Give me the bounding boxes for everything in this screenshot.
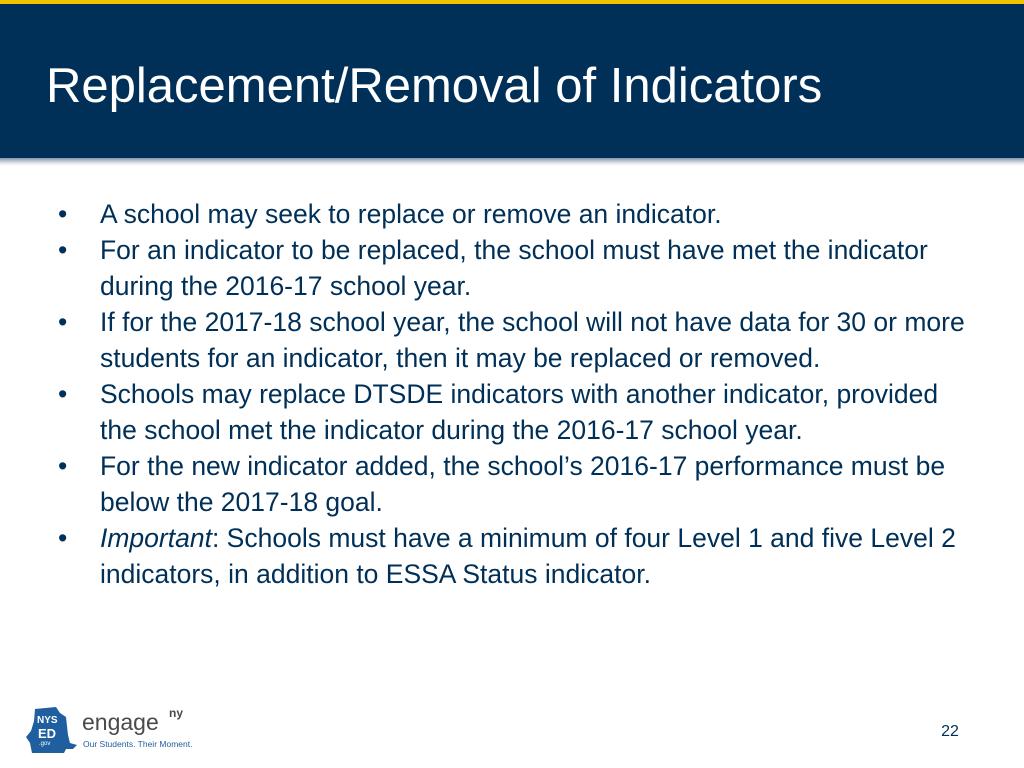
bullet-item xyxy=(58,376,978,448)
page-number: 22 xyxy=(941,723,959,740)
engage-ny-logo xyxy=(26,707,196,755)
bullet-marker: • xyxy=(58,523,68,553)
bullet-text: Schools may replace DTSDE indicators with another indicator, provided the school met the indicator during the 2016-17 school year. xyxy=(100,379,939,445)
bullet-item xyxy=(58,304,978,376)
bullet-emphasis: Important xyxy=(100,523,212,553)
bullet-marker: • xyxy=(58,451,68,481)
logo-ny-text: ny xyxy=(169,706,184,720)
title-bar xyxy=(0,4,1024,158)
bullet-marker: • xyxy=(58,379,68,409)
logo-gov-text: .gov xyxy=(39,741,51,747)
bullet-item xyxy=(58,448,978,520)
slide-title: Replacement/Removal of Indicators xyxy=(46,59,823,113)
logo-tagline: Our Students. Their Moment. xyxy=(83,739,193,749)
logo-nys-text: NYS xyxy=(37,715,58,726)
bullet-text: A school may seek to replace or remove an indicator. xyxy=(100,199,722,229)
bullet-text: If for the 2017-18 school year, the school will not have data for 30 or more students for an indicator, then it may be replaced or removed. xyxy=(100,307,965,373)
logo-engage-text: engage xyxy=(82,709,159,735)
title-bar-shadow xyxy=(0,158,1024,166)
bullet-item xyxy=(58,520,978,592)
bullet-marker: • xyxy=(58,235,68,265)
bullet-text: For an indicator to be replaced, the school must have met the indicator during the 2016-17 school year. xyxy=(100,235,928,301)
bullet-item xyxy=(58,196,978,232)
bullet-marker: • xyxy=(58,199,68,229)
logo-ed-text: ED xyxy=(38,726,57,741)
bullet-text: For the new indicator added, the school’s 2016-17 performance must be below the 2017-18 goal. xyxy=(100,451,946,517)
bullet-marker: • xyxy=(58,307,68,337)
bullet-text: : Schools must have a minimum of four Level 1 and five Level 2 indicators, in addition to ESSA Status indicator. xyxy=(100,523,956,589)
bullet-item xyxy=(58,232,978,304)
bullet-list xyxy=(58,196,978,592)
